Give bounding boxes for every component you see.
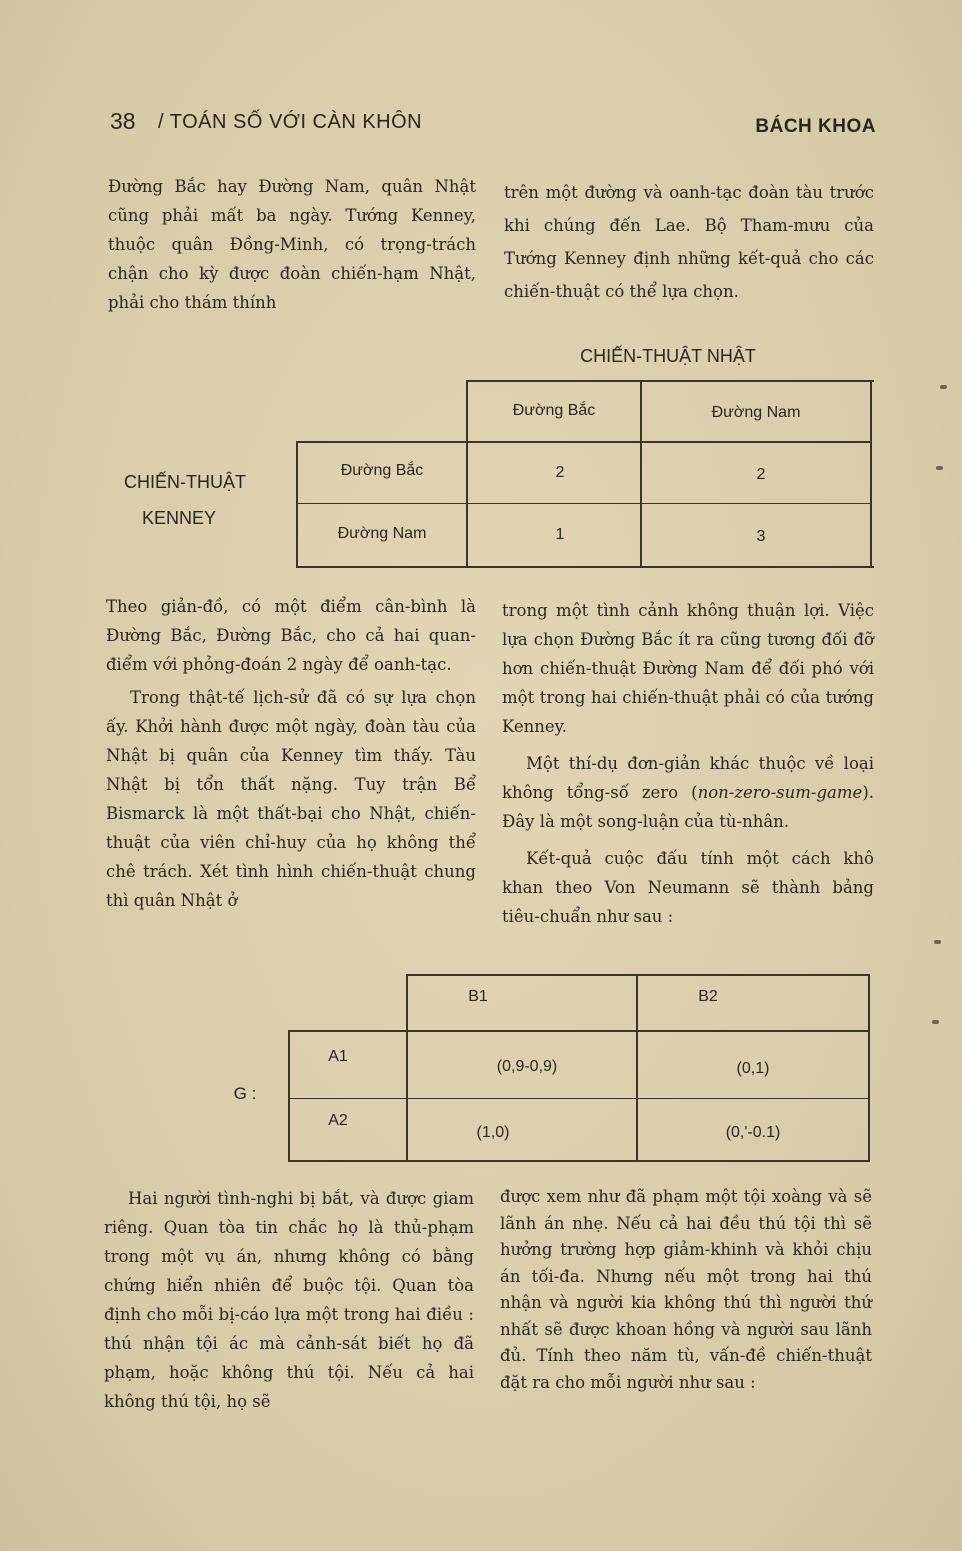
table2-header-rule (288, 1030, 870, 1032)
bottom-left-paragraph: Hai người tình-nghi bị bắt, và được giam riêng. Quan tòa tin chắc họ là thủ-phạm trong một vụ án, nhưng không có bằng chứng hiển nhiên để buộc tội. Quan tòa định cho mỗi bị-cáo lựa một trong hai điều : thú nhận tội ác mà cảnh-sát biết họ đã phạm, hoặc không thú tội. Nếu cả hai không thú tội, họ sẽ (104, 1189, 474, 1411)
table1-left-border (296, 441, 298, 566)
table1-title: CHIẾN-THUẬT NHẬT (580, 346, 756, 366)
table2-col-header-b2: B2 (698, 988, 718, 1005)
table1-bottom-rule (296, 566, 874, 568)
page-number: 38 (110, 108, 136, 134)
table2-cell-a1-b1: (0,9-0,9) (496, 1058, 558, 1075)
table2-row-header-a2: A2 (328, 1112, 348, 1129)
middle-left-paragraph-2: Trong thật-tế lịch-sử đã có sự lựa chọn ấy. Khởi hành được một ngày, đoàn tàu của Nhật bị quân của Kenney tìm thấy. Tàu Nhật bị tổn thất nặng. Tuy trận Bể Bismarck là một thất-bại cho Nhật, chiến-thuật của viên chỉ-huy của họ không thể chê trách. Xét tình hình chiến-thuật chung thì quân Nhật ở (106, 688, 476, 910)
bottom-left-column (104, 1184, 474, 1416)
table2-cell-a2-b2: (0,'-0.1) (725, 1124, 781, 1141)
table2-right-border (868, 974, 870, 1160)
table1-row-title-line1: CHIẾN-THUẬT (124, 472, 246, 492)
table1-col-header-south: Đường Nam (711, 404, 801, 421)
table2-cell-a1-b2: (0,1) (736, 1060, 770, 1077)
top-left-column (108, 172, 476, 317)
table2-col-header-b1: B1 (468, 988, 488, 1005)
middle-left-paragraph-1: Theo giản-đồ, có một điểm cân-bình là Đường Bắc, Đường Bắc, cho cả hai quan-điểm với phỏng-đoán 2 ngày để oanh-tạc. (106, 597, 476, 674)
table2-cell-a2-b1: (1,0) (476, 1124, 510, 1141)
running-header (0, 108, 962, 144)
table2-row-rule (288, 1098, 870, 1099)
margin-speck (936, 466, 943, 470)
bottom-right-column (500, 1184, 872, 1396)
table1-col-header-north: Đường Bắc (512, 402, 596, 419)
table1-row-header-north: Đường Bắc (340, 462, 424, 479)
table1-top-rule (466, 380, 874, 382)
table1-cell-south-north: 1 (555, 526, 565, 543)
table2-bottom-rule (288, 1160, 870, 1162)
table1-row-title-line2: KENNEY (141, 508, 217, 528)
paragraph-2-text-b: ). Đây là một song-luận của tù-nhân. (502, 783, 874, 831)
margin-speck (932, 1020, 939, 1024)
middle-right-paragraph-1: trong một tình cảnh không thuận lợi. Việc lựa chọn Đường Bắc ít ra cũng tương đối đỡ hơn chiến-thuật Đường Nam để đối phó với một trong hai chiến-thuật phải có của tướng Kenney. (502, 601, 874, 736)
top-left-paragraph: Đường Bắc hay Đường Nam, quân Nhật cũng phải mất ba ngày. Tướng Kenney, thuộc quân Đồng-Minh, có trọng-trách chận cho kỳ được đoàn chiến-hạm Nhật, phải cho thám thính (108, 177, 476, 312)
table2-row-header-a1: A1 (328, 1048, 348, 1065)
middle-left-column (106, 592, 476, 915)
table1-cell-south-south: 3 (756, 528, 766, 545)
table1-header-rule (296, 441, 870, 443)
magazine-name: BÁCH KHOA (755, 116, 876, 137)
table2-top-rule (406, 974, 870, 976)
middle-right-column (502, 596, 874, 931)
top-right-paragraph: trên một đường và oanh-tạc đoàn tàu trước khi chúng đến Lae. Bộ Tham-mưu của Tướng Kenney định những kết-quả cho các chiến-thuật có thể lựa chọn. (504, 183, 874, 301)
paragraph-2-text-a: Một thí-dụ đơn-giản khác thuộc về loại không tổng-số zero ( (502, 754, 874, 802)
table1-cell-north-north: 2 (555, 464, 565, 481)
table2-label: G : (233, 1084, 257, 1103)
middle-right-paragraph-3: Kết-quả cuộc đấu tính một cách khô khan theo Von Neumann sẽ thành bảng tiêu-chuẩn như sau : (502, 849, 874, 926)
table1-row-rule (296, 503, 870, 504)
top-right-column (504, 176, 874, 308)
table1-cell-north-south: 2 (756, 466, 766, 483)
bottom-right-paragraph: được xem như đã phạm một tội xoàng và sẽ lãnh án nhẹ. Nếu cả hai đều thú tội thì sẽ hưởng trường hợp giảm-khinh và khỏi chịu án tối-đa. Nhưng nếu một trong hai thú nhận và người kia không thú thì người thứ nhất sẽ được khoan hồng và người sau lãnh đủ. Tính theo năm tù, vấn-đề chiến-thuật đặt ra cho mỗi người như sau : (500, 1187, 872, 1392)
middle-right-paragraph-2 (502, 749, 874, 836)
margin-speck (934, 940, 941, 944)
running-title: / TOÁN SỐ VỚI CÀN KHÔN (158, 111, 423, 133)
paragraph-2-italic-term: non-zero-sum-game (697, 783, 863, 802)
margin-speck (940, 385, 947, 389)
table1-row-header-south: Đường Nam (337, 525, 427, 542)
